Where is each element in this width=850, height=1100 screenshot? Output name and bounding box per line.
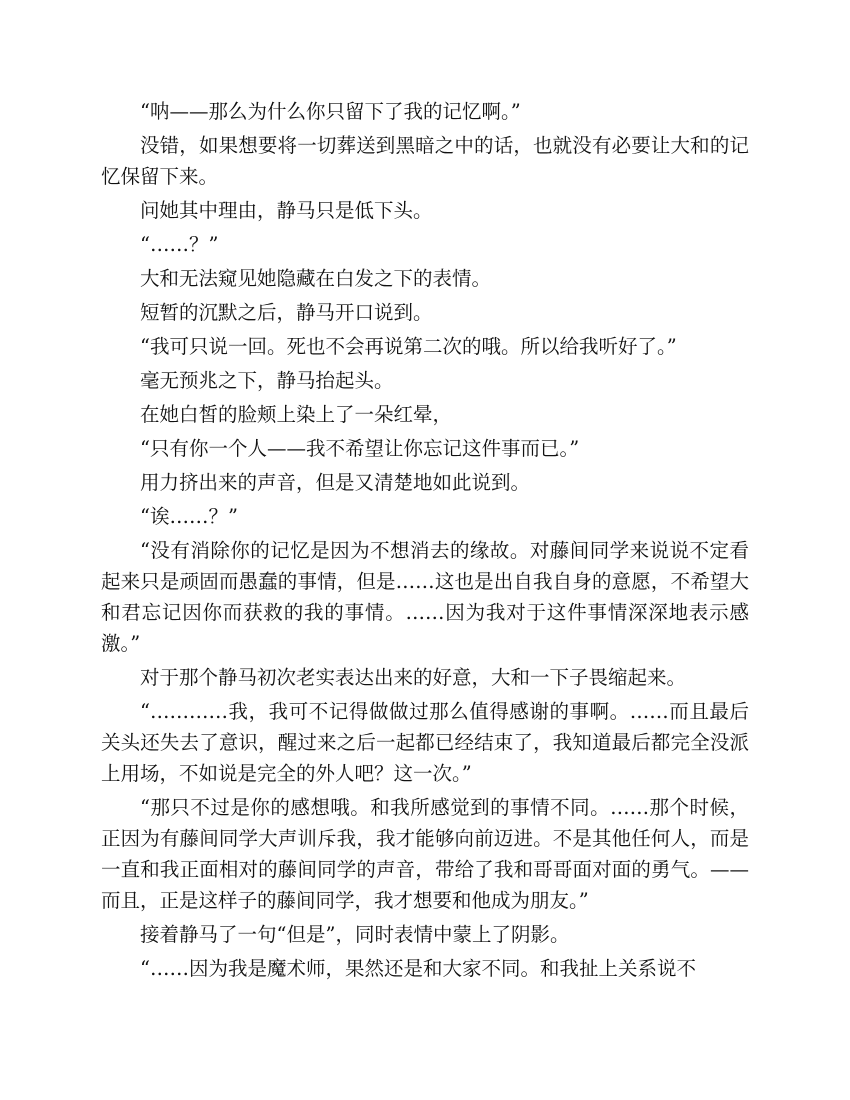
document-body — [101, 96, 749, 987]
paragraph: 对于那个静马初次老实表达出来的好意，大和一下子畏缩起来。 — [140, 666, 687, 689]
paragraph: 在她白皙的脸颊上染上了一朵红晕， — [140, 403, 453, 426]
paragraph: 大和无法窥见她隐藏在白发之下的表情。 — [140, 267, 492, 290]
paragraph: “……因为我是魔术师，果然还是和大家不同。和我扯上关系说不 — [140, 957, 696, 980]
paragraph: “呐——那么为什么你只留下了我的记忆啊。” — [140, 100, 521, 123]
paragraph: “没有消除你的记忆是因为不想消去的缘故。对藤间同学来说说不定看起来只是顽固而愚蠢的事情，但是……这也是出自我自身的意愿，不希望大和君忘记因你而获救的我的事情。……因为我对于这件事情深深地表示感激。” — [101, 539, 749, 655]
paragraph: 问她其中理由，静马只是低下头。 — [140, 199, 433, 222]
paragraph: “那只不过是你的感想哦。和我所感觉到的事情不同。……那个时候，正因为有藤间同学大声训斥我，我才能够向前迈进。不是其他任何人，而是一直和我正面相对的藤间同学的声音，带给了我和哥哥面对面的勇气。——而且，正是这样子的藤间同学，我才想要和他成为朋友。” — [101, 796, 749, 912]
paragraph: “诶……？” — [140, 505, 238, 528]
paragraph: “……？” — [140, 233, 219, 256]
paragraph: “只有你一个人——我不希望让你忘记这件事而已。” — [140, 437, 580, 460]
paragraph: 接着静马了一句“但是”，同时表情中蒙上了阴影。 — [140, 923, 570, 946]
paragraph: 毫无预兆之下，静马抬起头。 — [140, 369, 394, 392]
paragraph: 短暂的沉默之后，静马开口说到。 — [140, 301, 433, 324]
paragraph: “…………我，我可不记得做做过那么值得感谢的事啊。……而且最后关头还失去了意识，醒过来之后一起都已经结束了，我知道最后都完全没派上用场，不如说是完全的外人吧？这一次。” — [101, 700, 749, 785]
paragraph: 没错，如果想要将一切葬送到黑暗之中的话，也就没有必要让大和的记忆保留下来。 — [101, 134, 749, 188]
paragraph: “我可只说一回。死也不会再说第二次的哦。所以给我听好了。” — [140, 335, 677, 358]
paragraph: 用力挤出来的声音，但是又清楚地如此说到。 — [140, 471, 531, 494]
